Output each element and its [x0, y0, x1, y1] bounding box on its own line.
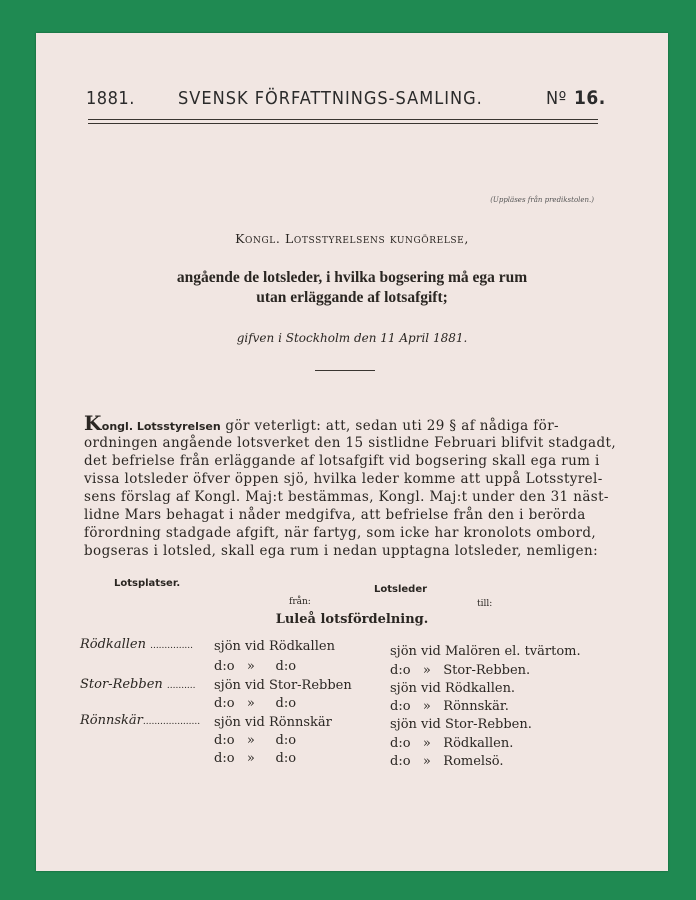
section-title: Luleå lotsfördelning. [275, 612, 429, 627]
row-4-to: d:o » Rönnskär. [390, 699, 509, 714]
row-2-to: d:o » Stor-Rebben. [390, 663, 531, 678]
body-lead: ongl. Lotsstyrelsen [101, 420, 221, 433]
column-places: Lotsplatser. [114, 578, 181, 589]
row-1-from: sjön vid Rödkallen [214, 639, 335, 654]
column-to: till: [477, 599, 493, 609]
row-1-to: sjön vid Malören el. tvärtom. [390, 644, 581, 659]
header-year: 1881. [86, 88, 135, 109]
row-2-from: d:o » d:o [214, 659, 297, 674]
body-initial: K [84, 411, 102, 435]
body-line-4: vissa lotsleder öfver öppen sjö, hvilka leder komme att uppå Lotsstyrel- [84, 471, 603, 487]
header-title: SVENSK FÖRFATTNINGS-SAMLING. [178, 88, 483, 109]
row-6-to: d:o » Rödkallen. [390, 736, 514, 751]
column-from: från: [289, 597, 311, 607]
row-3-from: sjön vid Stor-Rebben [214, 678, 352, 693]
row-7-from: d:o » d:o [214, 751, 297, 766]
body-line-1 [84, 411, 559, 435]
row-7-to: d:o » Romelsö. [390, 754, 504, 769]
body-line-8: bogseras i lotsled, skall ega rum i nedan upptagna lotsleder, nemligen: [84, 543, 599, 559]
body-line-6: lidne Mars behagat i nåder medgifva, att befrielse från den i berörda [84, 507, 586, 523]
row-5-from: sjön vid Rönnskär [214, 715, 332, 730]
body-line-3: det befrielse från erläggande af lotsafgift vid bogsering skall ega rum i [84, 453, 600, 469]
header-number-label: Nº [546, 88, 567, 109]
header-number: 16. [574, 87, 606, 109]
reading-note: (Uppläses från predikstolen.) [490, 196, 594, 204]
row-5-to: sjön vid Stor-Rebben. [390, 717, 532, 732]
row-4-from: d:o » d:o [214, 696, 297, 711]
authority-title: Kongl. Lotsstyrelsens kungörelse, [235, 231, 469, 246]
document-page [36, 33, 668, 871]
subject-line-1: angående de lotsleder, i hvilka bogsering må ega rum [176, 269, 528, 286]
row-3-to: sjön vid Rödkallen. [390, 681, 516, 696]
header-rule-top [88, 119, 598, 120]
separator-rule [315, 370, 375, 371]
body-line-7: förordning stadgade afgift, när fartyg, som icke har kronolots ombord, [84, 525, 597, 541]
body-line-1-rest: gör veterligt: att, sedan uti 29 § af nådiga för- [225, 418, 560, 434]
body-line-2: ordningen angående lotsverket den 15 sistlidne Februari blifvit stadgadt, [84, 435, 617, 451]
column-routes: Lotsleder [374, 584, 428, 595]
row-6-from: d:o » d:o [214, 733, 297, 748]
row-5-place: Rönnskär.................... [80, 713, 201, 728]
row-1-place: Rödkallen ............... [80, 637, 194, 652]
header-rule-bottom [88, 123, 598, 124]
row-3-place: Stor-Rebben .......... [80, 677, 196, 692]
body-line-5: sens förslag af Kongl. Maj:t bestämmas, Kongl. Maj:t under den 31 näst- [84, 489, 609, 505]
subject-line-2: utan erläggande af lotsafgift; [256, 289, 448, 306]
given-line: gifven i Stockholm den 11 April 1881. [236, 331, 468, 345]
